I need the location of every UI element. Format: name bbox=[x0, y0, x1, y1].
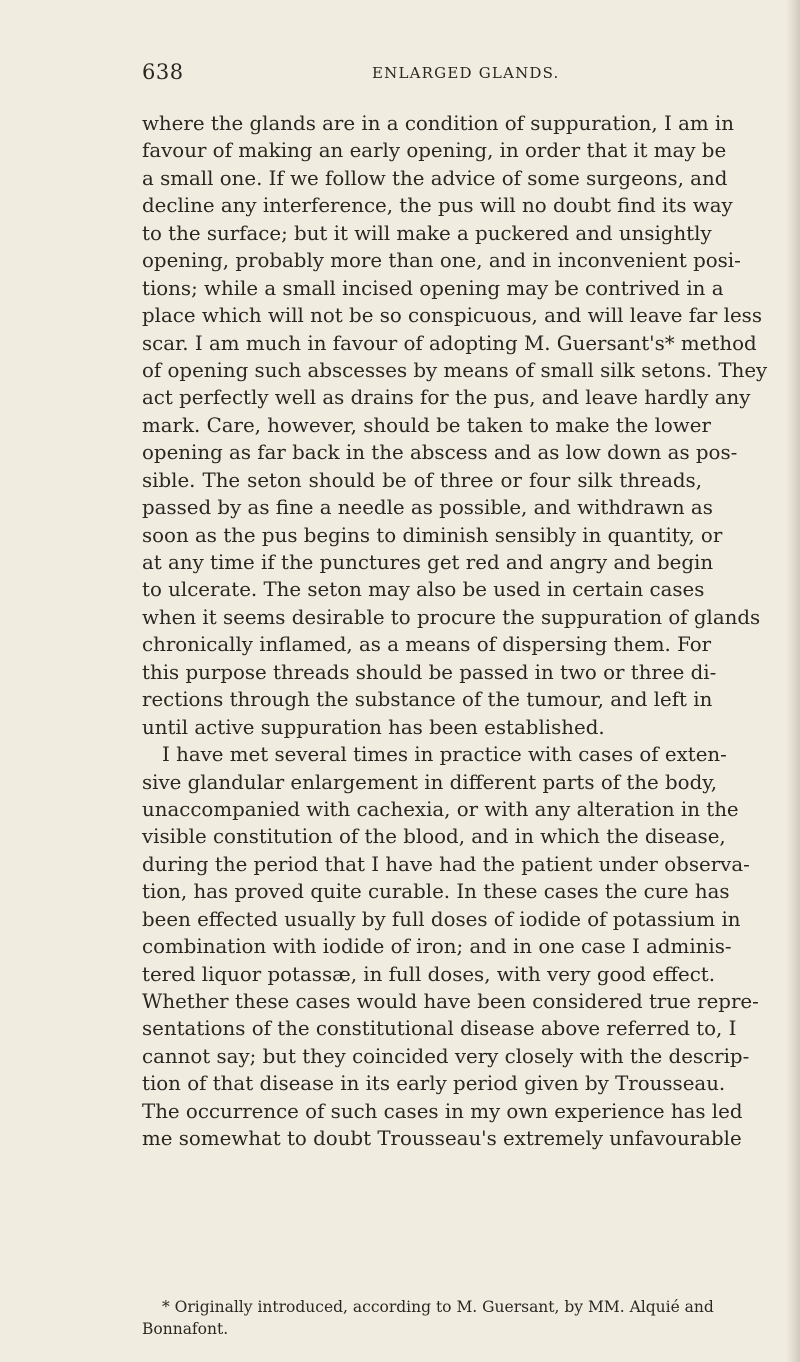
text-line: a small one. If we follow the advice of some surgeons, and bbox=[142, 166, 728, 190]
page-edge-shadow bbox=[786, 0, 800, 1362]
text-line: combination with iodide of iron; and in one case I adminis- bbox=[142, 935, 732, 959]
text-line: visible constitution of the blood, and in which the disease, bbox=[142, 825, 726, 849]
text-line: to the surface; but it will make a puckered and unsightly bbox=[142, 221, 712, 245]
text-line: I have met several times in practice with cases of exten- bbox=[162, 743, 727, 767]
text-line: Whether these cases would have been considered true repre- bbox=[142, 990, 759, 1013]
page-header bbox=[142, 60, 702, 90]
text-line: when it seems desirable to procure the suppuration of glands bbox=[142, 605, 761, 629]
text-line: where the glands are in a condition of suppuration, I am in bbox=[142, 112, 734, 135]
text-line: act perfectly well as drains for the pus, and leave hardly any bbox=[142, 386, 751, 410]
text-line: sentations of the constitutional disease above referred to, I bbox=[142, 1017, 737, 1041]
text-line: decline any interference, the pus will no doubt find its way bbox=[142, 194, 733, 218]
text-line: been effected usually by full doses of iodide of potassium in bbox=[142, 907, 741, 931]
text-line: place which will not be so conspicuous, and will leave far less bbox=[142, 304, 762, 328]
text-line: of opening such abscesses by means of small silk setons. They bbox=[142, 358, 768, 382]
text-line: tion of that disease in its early period given by Trousseau. bbox=[142, 1072, 726, 1096]
text-line: during the period that I have had the patient under observa- bbox=[142, 852, 750, 876]
text-line: to ulcerate. The seton may also be used in certain cases bbox=[142, 578, 705, 602]
text-line: this purpose threads should be passed in two or three di- bbox=[142, 660, 717, 684]
footnote bbox=[142, 1296, 714, 1340]
text-line: until active suppuration has been established. bbox=[142, 715, 605, 739]
text-line: tions; while a small incised opening may be contrived in a bbox=[142, 276, 724, 300]
text-line: tion, has proved quite curable. In these cases the cure has bbox=[142, 880, 730, 904]
footnote-line: * Originally introduced, according to M. Guersant, by MM. Alquié and bbox=[162, 1298, 714, 1316]
text-line: The occurrence of such cases in my own experience has led bbox=[142, 1099, 743, 1123]
body-text bbox=[142, 110, 768, 1153]
text-line: at any time if the punctures get red and angry and begin bbox=[142, 551, 714, 574]
text-line: mark. Care, however, should be taken to make the lower bbox=[142, 413, 711, 437]
text-line: opening, probably more than one, and in inconvenient posi- bbox=[142, 249, 741, 273]
text-line: chronically inflamed, as a means of dispersing them. For bbox=[142, 633, 712, 657]
text-line: passed by as fine a needle as possible, and withdrawn as bbox=[142, 496, 713, 520]
text-line: tered liquor potassæ, in full doses, with very good effect. bbox=[142, 962, 716, 986]
text-line: sive glandular enlargement in different parts of the body, bbox=[142, 770, 718, 794]
text-line: soon as the pus begins to diminish sensibly in quantity, or bbox=[142, 523, 723, 547]
text-line: unaccompanied with cachexia, or with any alteration in the bbox=[142, 797, 739, 821]
text-line: scar. I am much in favour of adopting M. Guersant's* method bbox=[142, 331, 757, 355]
running-title: ENLARGED GLANDS. bbox=[372, 64, 560, 82]
text-line: cannot say; but they coincided very closely with the descrip- bbox=[142, 1044, 750, 1068]
text-line: opening as far back in the abscess and as low down as pos- bbox=[142, 441, 738, 465]
page-number: 638 bbox=[142, 60, 184, 84]
text-line: favour of making an early opening, in order that it may be bbox=[142, 139, 727, 163]
footnote-line: Bonnafont. bbox=[142, 1320, 229, 1338]
text-line: rections through the substance of the tumour, and left in bbox=[142, 688, 713, 712]
text-line: me somewhat to doubt Trousseau's extremely unfavourable bbox=[142, 1127, 742, 1151]
text-line: sible. The seton should be of three or four silk threads, bbox=[142, 468, 702, 492]
